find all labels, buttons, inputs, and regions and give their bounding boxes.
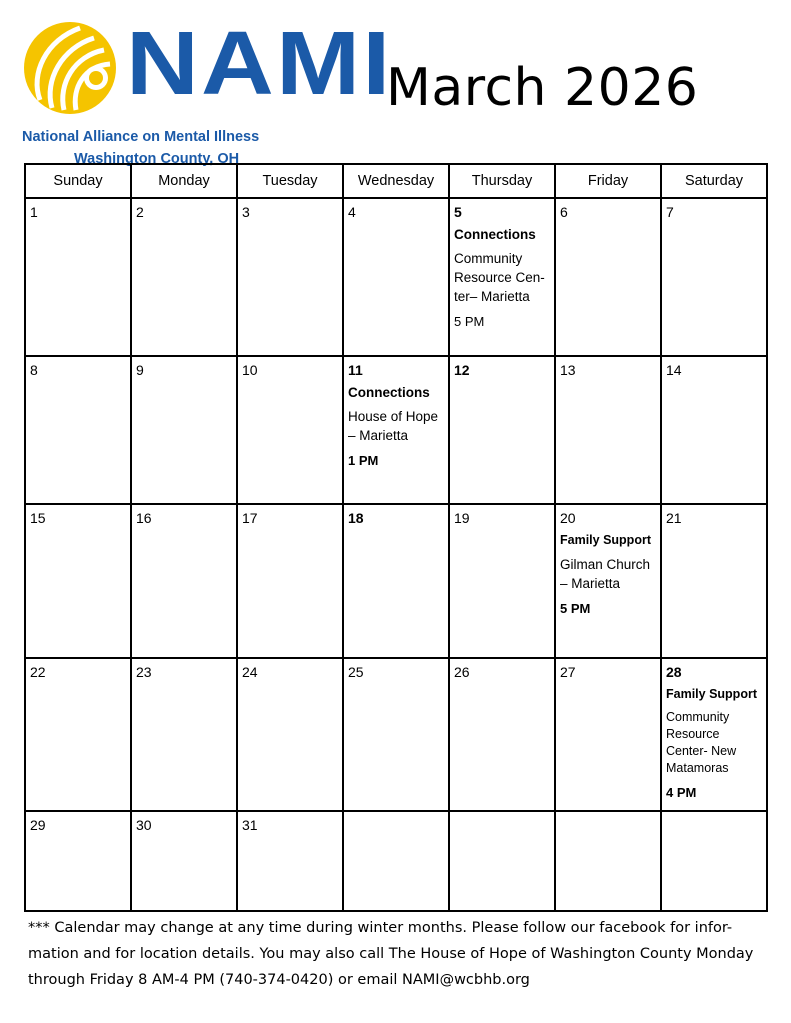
weekday-header: Wednesday — [343, 164, 449, 198]
calendar-event — [662, 685, 766, 802]
day-number: 25 — [348, 664, 364, 680]
event-location: House of Hope – Marietta — [348, 409, 439, 443]
weekday-header: Tuesday — [237, 164, 343, 198]
calendar-day-cell — [343, 504, 449, 658]
logo-org-name: National Alliance on Mental Illness — [22, 129, 260, 145]
day-number: 2 — [136, 204, 144, 220]
event-time: 1 PM — [348, 453, 379, 468]
day-number — [556, 812, 660, 817]
day-number: 24 — [242, 664, 258, 680]
calendar-day-cell — [237, 356, 343, 504]
calendar-grid — [24, 163, 768, 912]
day-number — [344, 812, 448, 817]
day-number: 9 — [136, 362, 144, 378]
logo-wordmark: NAMI — [126, 14, 393, 114]
day-number: 8 — [30, 362, 38, 378]
calendar-day-cell — [555, 356, 661, 504]
event-location: Gilman Church – Marietta — [560, 557, 651, 591]
calendar-day-cell — [25, 811, 131, 911]
day-number — [450, 812, 554, 817]
calendar-day-cell — [25, 504, 131, 658]
calendar-week-row — [25, 356, 767, 504]
calendar-day-cell — [237, 658, 343, 811]
weekday-header: Thursday — [449, 164, 555, 198]
calendar-day-cell — [131, 504, 237, 658]
day-number: 29 — [30, 817, 46, 833]
day-number: 22 — [30, 664, 46, 680]
day-number: 15 — [30, 510, 46, 526]
event-location: Community Resource Center- New Matamoras — [666, 710, 737, 775]
day-number: 16 — [136, 510, 152, 526]
calendar-day-cell — [25, 198, 131, 356]
calendar-day-cell — [449, 811, 555, 911]
event-time: 5 PM — [454, 314, 485, 329]
calendar-day-cell — [343, 658, 449, 811]
day-number: 5 — [454, 204, 462, 220]
calendar-day-cell — [661, 356, 767, 504]
calendar-day-cell — [449, 504, 555, 658]
event-time: 5 PM — [560, 601, 591, 616]
calendar-day-cell — [449, 198, 555, 356]
calendar-day-cell — [131, 198, 237, 356]
day-number: 31 — [242, 817, 258, 833]
day-number: 21 — [666, 510, 682, 526]
nami-logo — [22, 14, 393, 167]
logo-chapter-name: Washington County, OH — [74, 151, 240, 167]
calendar-day-cell — [555, 504, 661, 658]
event-title: Connections — [348, 385, 430, 400]
calendar-day-cell — [661, 658, 767, 811]
day-number: 20 — [560, 510, 576, 526]
calendar-week-row — [25, 811, 767, 911]
weekday-header-row — [25, 164, 767, 198]
day-number: 14 — [666, 362, 682, 378]
calendar-body — [25, 198, 767, 911]
day-number: 1 — [30, 204, 38, 220]
day-number: 10 — [242, 362, 258, 378]
calendar-day-cell — [555, 811, 661, 911]
event-location: Community Resource Cen-ter– Marietta — [454, 251, 545, 304]
day-number: 18 — [348, 510, 364, 526]
calendar-day-cell — [661, 198, 767, 356]
day-number: 3 — [242, 204, 250, 220]
calendar-day-cell — [237, 198, 343, 356]
calendar-week-row — [25, 658, 767, 811]
calendar-day-cell — [661, 504, 767, 658]
day-number — [662, 812, 766, 817]
calendar-day-cell — [25, 658, 131, 811]
calendar-day-cell — [449, 658, 555, 811]
calendar-day-cell — [131, 811, 237, 911]
weekday-header: Saturday — [661, 164, 767, 198]
weekday-header: Sunday — [25, 164, 131, 198]
page-title: March 2026 — [386, 58, 699, 118]
calendar-day-cell — [237, 811, 343, 911]
calendar-day-cell — [237, 504, 343, 658]
day-number: 13 — [560, 362, 576, 378]
calendar-day-cell — [343, 356, 449, 504]
calendar-day-cell — [343, 811, 449, 911]
event-title: Connections — [454, 227, 536, 242]
calendar-event — [450, 225, 554, 331]
footer-note: *** Calendar may change at any time during winter months. Please follow our facebook for infor-mation and for location details. You may also call The House of Hope of Washington County Monday through Friday 8 AM-4 PM (740-374-0420) or email NAMI@wcbhb.org — [28, 920, 754, 988]
calendar-week-row — [25, 504, 767, 658]
calendar-day-cell — [343, 198, 449, 356]
calendar-event — [344, 383, 448, 470]
day-number: 23 — [136, 664, 152, 680]
calendar-day-cell — [555, 198, 661, 356]
weekday-header: Monday — [131, 164, 237, 198]
event-title: Family Support — [560, 533, 651, 547]
day-number: 27 — [560, 664, 576, 680]
day-number: 26 — [454, 664, 470, 680]
day-number: 4 — [348, 204, 356, 220]
calendar-day-cell — [555, 658, 661, 811]
calendar-day-cell — [131, 658, 237, 811]
day-number: 12 — [454, 362, 470, 378]
day-number: 28 — [666, 664, 682, 680]
calendar-week-row — [25, 198, 767, 356]
calendar-day-cell — [131, 356, 237, 504]
day-number: 19 — [454, 510, 470, 526]
calendar-day-cell — [661, 811, 767, 911]
event-time: 4 PM — [666, 785, 697, 800]
day-number: 17 — [242, 510, 258, 526]
calendar-day-cell — [449, 356, 555, 504]
weekday-header: Friday — [555, 164, 661, 198]
calendar-day-cell — [25, 356, 131, 504]
day-number: 7 — [666, 204, 674, 220]
event-title: Family Support — [666, 687, 757, 701]
calendar-event — [556, 531, 660, 618]
day-number: 6 — [560, 204, 568, 220]
day-number: 30 — [136, 817, 152, 833]
day-number: 11 — [348, 362, 363, 378]
